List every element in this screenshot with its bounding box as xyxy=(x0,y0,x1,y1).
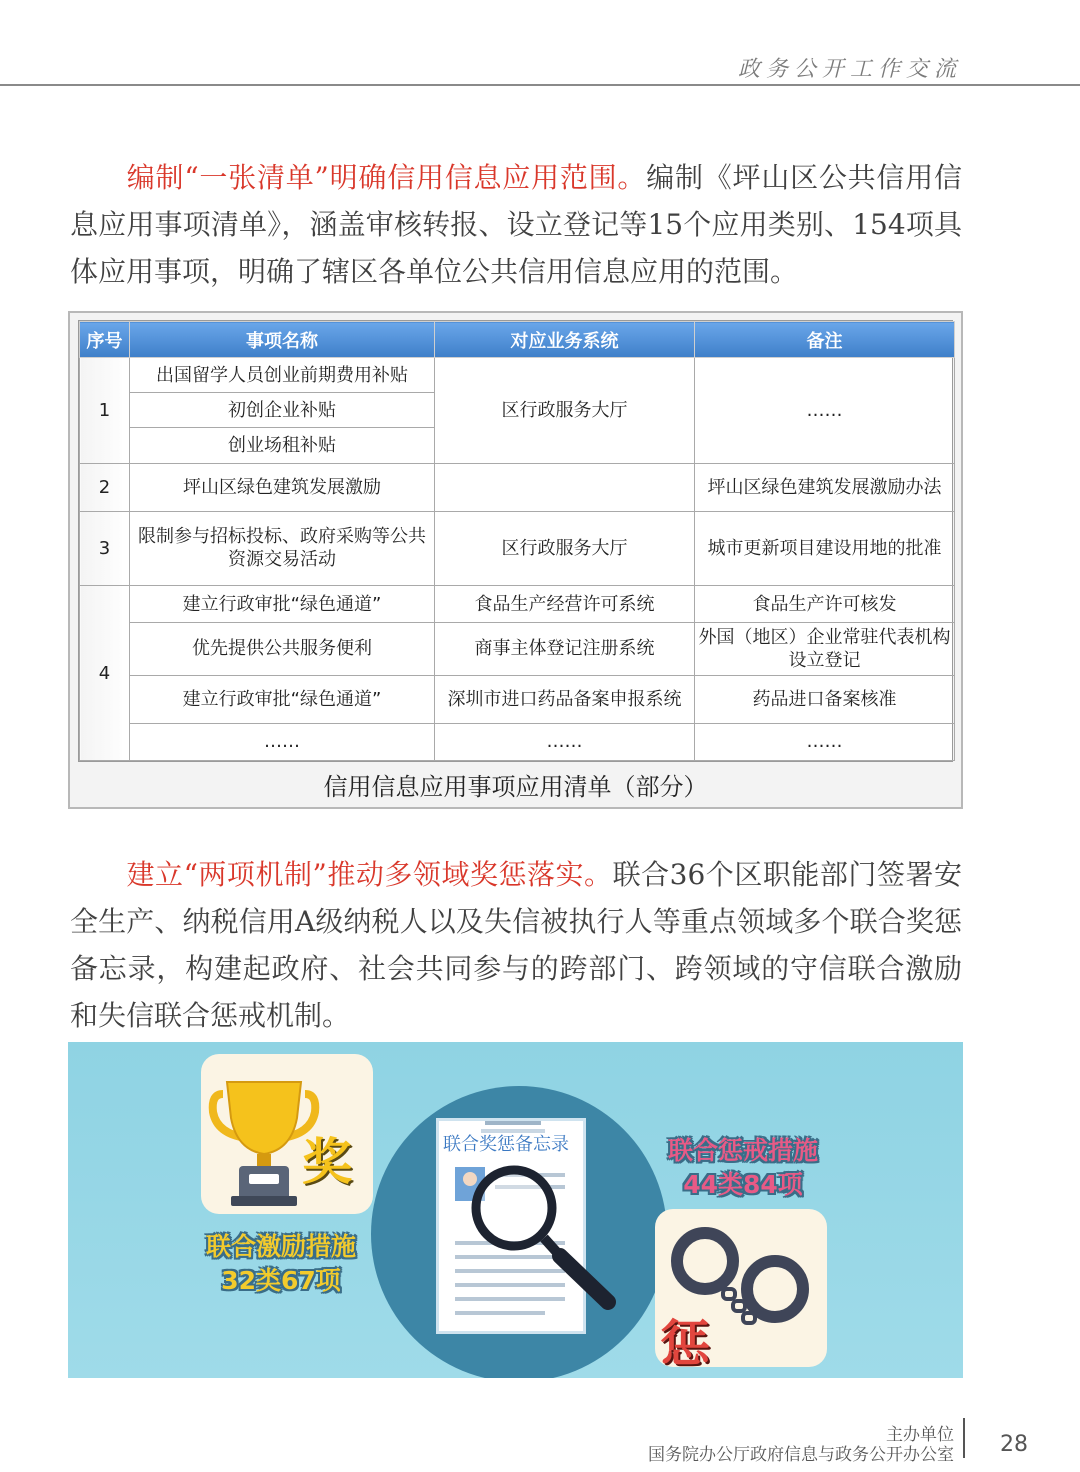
row-num: 1 xyxy=(80,358,130,464)
reward-punishment-infographic xyxy=(68,1042,963,1378)
row-system: 商事主体登记注册系统 xyxy=(435,623,695,675)
row-note: …… xyxy=(695,358,955,464)
reward-line-1: 联合激励措施 xyxy=(205,1232,356,1261)
sponsor-label: 主办单位 xyxy=(886,1425,954,1445)
row-num: 2 xyxy=(80,463,130,511)
row-system: 区行政服务大厅 xyxy=(435,511,695,585)
row-system xyxy=(435,463,695,511)
sponsor-name: 国务院办公厅政府信息与政务公开办公室 xyxy=(648,1445,954,1465)
table-row xyxy=(80,511,955,585)
row-item: …… xyxy=(130,723,435,760)
punish-line-2: 44类84项 xyxy=(683,1170,803,1199)
footer-divider xyxy=(963,1418,965,1458)
header-item: 事项名称 xyxy=(130,322,435,358)
row-num: 3 xyxy=(80,511,130,585)
reward-measures-label xyxy=(186,1230,376,1298)
row-item: 建立行政审批“绿色通道” xyxy=(130,586,435,623)
row-note: 食品生产许可核发 xyxy=(695,586,955,623)
table-row xyxy=(80,723,955,760)
credit-list-table-wrapper xyxy=(78,320,953,762)
row-item: 建立行政审批“绿色通道” xyxy=(130,675,435,723)
punishment-measures-label xyxy=(648,1134,838,1202)
row-num: 4 xyxy=(80,586,130,761)
punishment-character: 惩 xyxy=(660,1315,710,1373)
magnifier-icon xyxy=(468,1162,628,1312)
row-system: 区行政服务大厅 xyxy=(435,358,695,464)
reward-character: 奖 xyxy=(302,1133,352,1191)
paragraph-2-highlight: 建立“两项机制”推动多领域奖惩落实。 xyxy=(126,858,613,891)
row-system: 深圳市进口药品备案申报系统 xyxy=(435,675,695,723)
table-row xyxy=(80,623,955,675)
section-title: 政务公开工作交流 xyxy=(737,57,962,82)
row-note: 城市更新项目建设用地的批准 xyxy=(695,511,955,585)
paragraph-1-highlight: 编制“一张清单”明确信用信息应用范围。 xyxy=(126,161,647,194)
row-item: 坪山区绿色建筑发展激励 xyxy=(130,463,435,511)
header-num: 序号 xyxy=(80,322,130,358)
table-row xyxy=(80,463,955,511)
table-row xyxy=(80,358,955,393)
row-system: 食品生产经营许可系统 xyxy=(435,586,695,623)
row-item: 优先提供公共服务便利 xyxy=(130,623,435,675)
row-note: …… xyxy=(695,723,955,760)
row-item: 出国留学人员创业前期费用补贴 xyxy=(130,358,435,393)
row-item: 限制参与招标投标、政府采购等公共资源交易活动 xyxy=(130,511,435,585)
row-note: 药品进口备案核准 xyxy=(695,675,955,723)
table-caption: 信用信息应用事项应用清单（部分） xyxy=(323,773,708,801)
paragraph-2 xyxy=(70,851,962,1039)
row-note: 外国（地区）企业常驻代表机构设立登记 xyxy=(695,623,955,675)
header-note: 备注 xyxy=(695,322,955,358)
table-row xyxy=(80,586,955,623)
page-number: 28 xyxy=(1000,1432,1028,1457)
table-row xyxy=(80,675,955,723)
header-system: 对应业务系统 xyxy=(435,322,695,358)
paragraph-2-body: 联合36个区职能部门签署安全生产、纳税信用A级纳税人以及失信被执行人等重点领域多个联合奖惩备忘录，构建起政府、社会共同参与的跨部门、跨领域的守信联合激励和失信联合惩戒机制。 xyxy=(70,858,962,1032)
reward-line-2: 32类67项 xyxy=(221,1266,341,1295)
row-item: 创业场租补贴 xyxy=(130,428,435,463)
row-system: …… xyxy=(435,723,695,760)
credit-list-table xyxy=(79,321,955,761)
row-item: 初创企业补贴 xyxy=(130,393,435,428)
header-rule xyxy=(0,84,1080,86)
punish-line-1: 联合惩戒措施 xyxy=(667,1136,818,1165)
paragraph-1 xyxy=(70,154,962,295)
table-header-row xyxy=(80,322,955,358)
row-note: 坪山区绿色建筑发展激励办法 xyxy=(695,463,955,511)
memo-title: 联合奖惩备忘录 xyxy=(443,1134,569,1155)
paragraph-1-body: 编制《坪山区公共信用信息应用事项清单》，涵盖审核转报、设立登记等15个应用类别、154项具体应用事项，明确了辖区各单位公共信用信息应用的范围。 xyxy=(70,161,962,288)
